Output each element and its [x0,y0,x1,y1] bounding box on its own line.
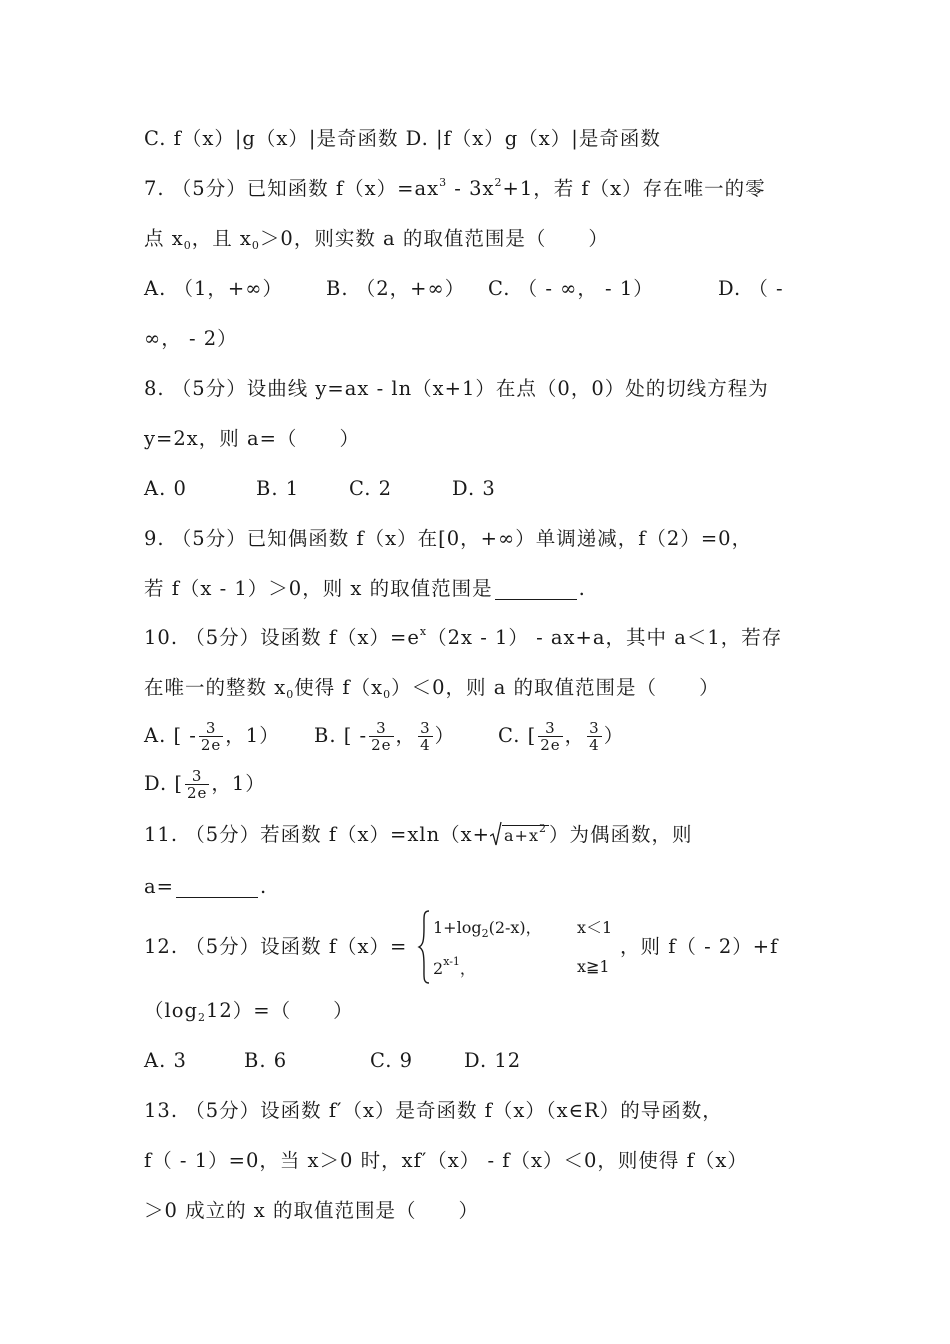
q7-option-b: B. （2，+∞） [326,277,466,300]
q12-line-1a [144,933,407,961]
q6-options-cd [144,125,661,153]
q8-line-1 [144,375,769,403]
q12-text: 12）=（ [205,999,292,1022]
q10-line-2 [144,674,720,702]
q8-option-a: A. 0 [144,477,187,500]
q10-option-a-label: A. [ - [144,724,197,747]
fraction-denominator: 2e [200,736,222,754]
fraction-numerator: 3 [369,720,393,737]
q10-option-d [144,768,266,801]
q10-option-d-tail: ，1） [211,772,266,795]
case-1-expression [433,915,542,938]
fraction [538,720,562,753]
q7-text: - 3x [447,177,495,200]
q12-option-a: A. 3 [144,1049,187,1072]
fraction [185,768,209,801]
q8-option-d: D. 3 [452,477,496,500]
q7-subscript: 0 [251,239,260,252]
q8-option-c: C. 2 [349,477,393,500]
fraction-denominator: 2e [540,736,561,754]
q13-text: f（ - 1）=0，当 x＞0 时，xf′（x） - f（x）＜0，则使得 f（x） [144,1149,748,1172]
q8-line-2 [144,425,360,453]
q11-line-1 [144,821,692,849]
case-2-expression [433,956,476,979]
fraction-numerator: 3 [420,719,431,737]
q7-option-a: A. （1，+∞） [144,277,283,300]
q10-options-abc [144,716,664,760]
q9-line-2 [144,575,586,603]
q12-option-d: D. 12 [464,1049,522,1072]
q10-exponent: x [419,625,428,638]
radicand-exponent: 2 [538,822,547,835]
square-root [490,821,549,849]
log-base: 2 [197,1011,206,1024]
q10-subscript: 0 [383,688,392,701]
left-brace-icon [417,909,431,985]
case-2-exponent: x-1 [443,955,460,968]
case-2-condition: x≧1 [577,957,610,976]
q13-text: ） [458,1199,480,1222]
case-1-condition: x＜1 [577,918,613,937]
q9-text: 9. （5分）已知偶函数 f（x）在[0，+∞）单调递减，f（2）=0， [144,527,753,550]
q11-text: 11. （5分）若函数 f（x）=xln（x+ [144,823,490,846]
fraction-numerator: 3 [538,720,562,737]
q10-text: 使得 f（x [294,676,384,699]
q7-options-cont [144,325,238,353]
q7-line-2 [144,225,609,253]
q11-text: . [259,875,268,898]
fraction-denominator: 2e [186,784,208,802]
q9-text: 若 f（x - 1）＞0，则 x 的取值范围是 [144,577,493,600]
q6-options-text: C. f（x）|g（x）|是奇函数 D. |f（x）g（x）|是奇函数 [144,127,661,150]
radicand [502,822,549,846]
q9-line-1 [144,525,752,553]
q12-text: ，则 f（ - 2）+f [620,935,779,958]
q7-text: 点 x [144,227,184,250]
q10-text: 在唯一的整数 x [144,676,287,699]
q7-option-c: C. （ - ∞， - 1） [488,277,654,300]
q10-text: ） [699,676,720,699]
q12-option-b: B. 6 [244,1049,288,1072]
q10-line-1 [144,624,782,652]
q10-option-c-sep: ， [564,724,586,747]
q10-option-b [314,720,455,753]
q10-option-b-sep: ， [395,724,417,747]
q7-text: 7. （5分）已知函数 f（x）=ax [144,177,440,200]
q10-option-d-label: D. [ [144,772,183,795]
q7-line-1 [144,175,766,203]
fraction-numerator: 3 [185,768,209,785]
fraction [199,720,223,753]
fraction-denominator: 2e [371,736,392,754]
fraction [369,720,393,753]
q13-text: ＞0 成立的 x 的取值范围是（ [144,1199,417,1222]
fraction-denominator: 4 [589,736,600,754]
q12-text: （log [144,999,198,1022]
q13-line-1 [144,1097,723,1125]
q9-text: . [578,577,586,600]
fraction-numerator: 3 [199,720,223,737]
fraction [418,720,433,753]
q7-text: ＞0，则实数 a 的取值范围是（ [259,227,547,250]
case-1-arg: (2-x)， [488,918,542,937]
q7-exponent: 3 [439,176,448,189]
q11-text: ）为偶函数，则 [548,823,693,846]
q10-option-a [144,720,280,753]
log-base: 2 [481,927,489,940]
case-1-text: 1+log [433,918,482,937]
q8-text: y=2x，则 a=（ [144,427,298,450]
q10-option-b-tail: ） [434,724,456,747]
q12-option-c: C. 9 [370,1049,414,1072]
fraction-numerator: 3 [589,719,600,737]
case-2-comma: ， [459,959,476,978]
q10-option-b-label: B. [ - [314,724,368,747]
q10-option-c [498,720,624,753]
fraction-denominator: 4 [420,736,431,754]
q7-option-d-cont: ∞， - 2） [144,327,238,350]
answer-blank [495,579,577,600]
q12-line-2 [144,997,354,1025]
q10-text: 10. （5分）设函数 f（x）=e [144,626,420,649]
q10-option-c-tail: ） [603,724,625,747]
q10-option-a-tail: ，1） [225,724,280,747]
radicand-text: a+x [504,826,539,845]
case-2-base: 2 [433,959,444,978]
q10-option-d-line [144,764,344,808]
q12-text: ） [333,999,354,1022]
q8-option-b: B. 1 [256,477,300,500]
q11-line-2 [144,873,267,901]
q7-text: ，且 x [191,227,252,250]
piecewise-function [417,909,627,985]
q13-text: 13. （5分）设函数 f′（x）是奇函数 f（x）（x∈R）的导函数， [144,1099,723,1122]
q10-text: （2x - 1） - ax+a，其中 a＜1，若存 [427,626,783,649]
q13-line-2 [144,1147,748,1175]
q7-option-d: D. （ - [718,277,784,300]
fraction [587,720,602,753]
q7-exponent: 2 [494,176,503,189]
radical-sign-icon [490,821,502,847]
q7-subscript: 0 [183,239,192,252]
q12-line-1b [620,933,778,961]
answer-blank [176,877,258,898]
q8-text: 8. （5分）设曲线 y=ax - ln（x+1）在点（0，0）处的切线方程为 [144,377,769,400]
q13-line-3 [144,1197,479,1225]
q10-subscript: 0 [286,688,295,701]
q7-text: ） [588,227,609,250]
q10-text: ）＜0，则 a 的取值范围是（ [391,676,658,699]
q8-text: ） [339,427,360,450]
q7-text: +1，若 f（x）存在唯一的零 [502,177,766,200]
q10-option-c-label: C. [ [498,724,537,747]
q12-text: 12. （5分）设函数 f（x）= [144,935,408,958]
q11-text: a= [144,875,174,898]
